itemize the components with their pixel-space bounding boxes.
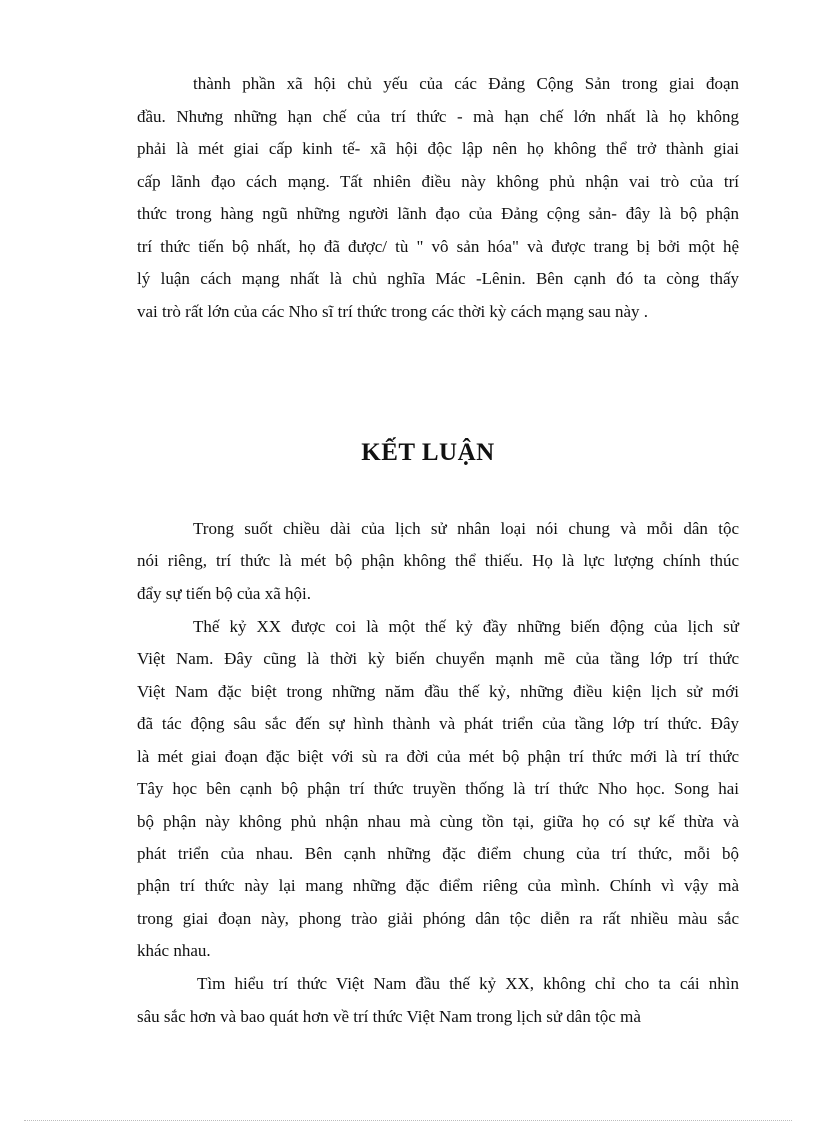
paragraph-2-line-4: đã tác động sâu sắc đến sự hình thành và phát triển của tầng lớp trí thức. Đây <box>137 714 739 733</box>
intro-line-6: trí thức tiến bộ nhất, họ đã được/ tù " vô sản hóa" và được trang bị bởi một hệ <box>137 237 739 256</box>
paragraph-1-line-2: nói riêng, trí thức là mét bộ phận không thể thiếu. Họ là lực lượng chính thúc <box>137 551 739 570</box>
section-heading: KẾT LUẬN <box>361 439 495 466</box>
paragraph-2-line-1: Thế kỷ XX được coi là một thế kỷ đầy những biến động của lịch sử <box>193 617 739 636</box>
intro-line-1: thành phần xã hội chủ yếu của các Đảng Cộng Sản trong giai đoạn <box>193 74 739 93</box>
intro-line-5: thức trong hàng ngũ những người lãnh đạo của Đảng cộng sản- đây là bộ phận <box>137 204 739 223</box>
paragraph-2-line-5: là mét giai đoạn đặc biệt với sù ra đời của mét bộ phận trí thức mới là trí thức <box>137 747 739 766</box>
intro-line-3: phải là mét giai cấp kinh tế- xã hội độc lập nên họ không thể trở thành giai <box>137 139 739 158</box>
paragraph-2-line-11: khác nhau. <box>137 941 211 960</box>
paragraph-2-line-10: trong giai đoạn này, phong trào giải phóng dân tộc diễn ra rất nhiều màu sắc <box>137 909 739 928</box>
paragraph-3-line-1: Tìm hiểu trí thức Việt Nam đầu thế kỷ XX, không chỉ cho ta cái nhìn <box>197 974 739 993</box>
paragraph-2-line-3: Việt Nam đặc biệt trong những năm đầu thế kỷ, những điều kiện lịch sử mới <box>137 682 739 701</box>
paragraph-1-line-1: Trong suốt chiều dài của lịch sử nhân loại nói chung và mỗi dân tộc <box>193 519 739 538</box>
intro-line-4: cấp lãnh đạo cách mạng. Tất nhiên điều này không phủ nhận vai trò của trí <box>137 172 739 191</box>
paragraph-3-line-2: sâu sắc hơn và bao quát hơn về trí thức Việt Nam trong lịch sử dân tộc mà <box>137 1007 641 1026</box>
paragraph-2-line-7: bộ phận này không phủ nhận nhau mà cùng tồn tại, giữa họ có sự kế thừa và <box>137 812 739 831</box>
intro-line-8: vai trò rất lớn của các Nho sĩ trí thức trong các thời kỳ cách mạng sau này . <box>137 302 649 321</box>
paragraph-1-line-3: đẩy sự tiến bộ của xã hội. <box>137 584 311 603</box>
intro-line-7: lý luận cách mạng nhất là chủ nghĩa Mác -Lênin. Bên cạnh đó ta còng thấy <box>137 269 739 288</box>
paragraph-2-line-8: phát triển của nhau. Bên cạnh những đặc điểm chung của trí thức, mỗi bộ <box>137 844 739 863</box>
page-bottom-rule <box>24 1120 792 1121</box>
paragraph-2-line-2: Việt Nam. Đây cũng là thời kỳ biến chuyển mạnh mẽ của tầng lớp trí thức <box>137 649 739 668</box>
paragraph-2-line-9: phận trí thức này lại mang những đặc điểm riêng của mình. Chính vì vậy mà <box>137 876 739 895</box>
paragraph-2-line-6: Tây học bên cạnh bộ phận trí thức truyền thống là trí thức Nho học. Song hai <box>137 779 739 798</box>
intro-line-2: đầu. Nhưng những hạn chế của trí thức - mà hạn chế lớn nhất là họ không <box>137 107 739 126</box>
